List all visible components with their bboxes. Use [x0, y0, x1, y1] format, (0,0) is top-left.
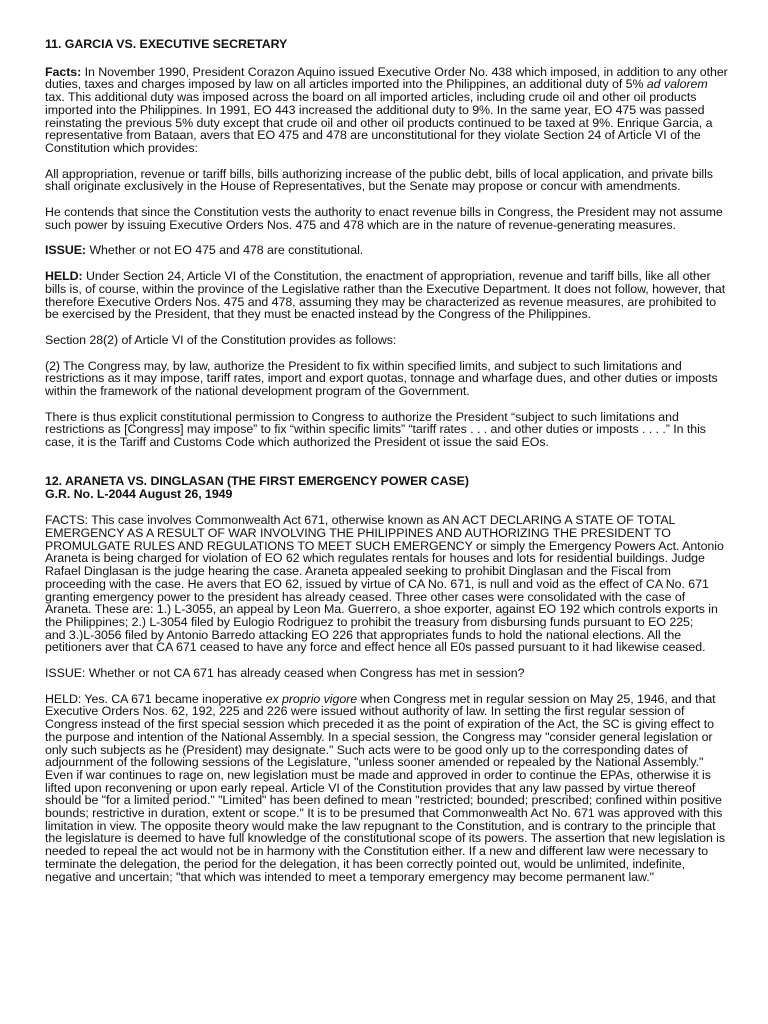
- facts-italic: ad valorem: [646, 77, 708, 92]
- case-12-held-italic: ex proprio vigore: [265, 691, 358, 706]
- case-12-facts-block: [45, 514, 729, 654]
- case-12-title-line2: G.R. No. L-2044 August 26, 1949: [45, 486, 233, 501]
- facts-label: Facts:: [45, 64, 82, 79]
- case-12-held: [45, 693, 729, 884]
- issue-text: Whether or not EO 475 and 478 are constitutional.: [86, 243, 364, 258]
- case-11-facts: [45, 66, 729, 155]
- held-text: Under Section 24, Article VI of the Constitution, the enactment of appropriation, revenue and tariff bills, like all other bills is, of course, within the province of the Legislative rather than the Executive Department. It does not follow, however, that therefore Executive Orders Nos. 475 and 478, assuming they may be characterized as revenue measures, are prohibited to be exercised by the President, that they must be enacted instead by the Congress of the Philippines.: [45, 269, 726, 322]
- case-11-issue: [45, 244, 729, 257]
- case-12-title: [45, 475, 729, 500]
- issue-label: ISSUE:: [45, 243, 87, 258]
- document-body: [45, 38, 729, 896]
- case-12-held-text-2: when Congress met in regular session on May 25, 1946, and that Executive Orders Nos. 62, 192, 225 and 226 were issued without authority of law. In setting the first regular session of Congress instead of the first special session which preceded it as the point of expiration of the Act, the SC is giving effect to the purpose and intention of the National Assembly. In a special session, the Congress may "consider general legislation or only such subjects as he (President) may designate." Such acts were to be good only up to the corresponding dates of adjournment of the following sessions of the Legislature, "unless sooner amended or repealed by the National Assembly." Even if war continues to rage on, new legislation must be made and approved in order to continue the EPAs, otherwise it is lifted upon reconvening or upon early repeal. Article VI of the Constitution provides that any law passed by virtue thereof should be "for a limited period." "Limited" has been defined to mean "restricted; bounded; prescribed; confined within positive bounds; restrictive in duration, extent or scope." It is to be presumed that Commonwealth Act No. 671 was approved with this limitation in view. The opposite theory would make the law repugnant to the Constitution, and is contrary to the principle that the legislature is deemed to have full knowledge of the constitutional scope of its powers. The assertion that new legislation is needed to repeal the act would not be in harmony with the Constitution either. If a new and different law were necessary to terminate the delegation, the period for the delegation, it has been correctly pointed out, would be unlimited, indefinite, negative and uncertain; "that which was intended to meet a temporary emergency may become permanent law.": [45, 691, 726, 884]
- held-label: HELD:: [45, 269, 83, 284]
- case-12-facts-cont: and 3.)L-3056 filed by Antonio Barredo attacking EO 226 that appropriates funds to hold the national elections. All the petitioners aver that CA 671 ceased to have any force and effect hence all E0s passed pursuant to it had likewise ceased.: [45, 627, 706, 655]
- case-11-section-intro: Section 28(2) of Article VI of the Constitution provides as follows:: [45, 332, 397, 347]
- facts-text-1: In November 1990, President Corazon Aquino issued Executive Order No. 438 which imposed, in addition to any other duties, taxes and charges imposed by law on all articles imported into the Philippines, an additional duty of 5%: [45, 64, 728, 92]
- case-11-quote-section-24: All appropriation, revenue or tariff bills, bills authorizing increase of the public debt, bills of local application, and private bills shall originate exclusively in the House of Representatives, but the Senate may propose or concur with amendments.: [45, 166, 713, 194]
- case-12-title-line1: 12. ARANETA VS. DINGLASAN (THE FIRST EMERGENCY POWER CASE): [45, 473, 469, 488]
- case-11-conclusion: There is thus explicit constitutional permission to Congress to authorize the President “subject to such limitations and restrictions as [Congress] may impose” to fix “within specific limits” “tariff rates . . . and other duties or imposts . . . .” In this case, it is the Tariff and Customs Code which authorized the President ot issue the said EOs.: [45, 409, 706, 450]
- case-11-quote-section-28: (2) The Congress may, by law, authorize the President to fix within specified limits, and subject to such limitations and restrictions as it may impose, tariff rates, import and export quotas, tonnage and wharfage dues, and other duties or imposts within the framework of the national development program of the Government.: [45, 358, 718, 399]
- case-12-held-text-1: HELD: Yes. CA 671 became inoperative: [45, 691, 266, 706]
- facts-text-2: tax. This additional duty was imposed across the board on all imported articles, including crude oil and other oil products imported into the Philippines. In 1991, EO 443 increased the additional duty to 9%. In the same year, EO 475 was passed reinstating the previous 5% duty except that crude oil and other oil products continued to be taxed at 9%. Enrique Garcia, a representative from Bataan, avers that EO 475 and 478 are unconstitutional for they violate Section 24 of Article VI of the Constitution which provides:: [45, 90, 713, 155]
- case-12-issue: ISSUE: Whether or not CA 671 has already ceased when Congress has met in session?: [45, 666, 525, 681]
- case-11-contends: He contends that since the Constitution vests the authority to enact revenue bills in Congress, the President may not assume such power by issuing Executive Orders Nos. 475 and 478 which are in the nature of revenue-generating measures.: [45, 205, 723, 232]
- case-11-title: 11. GARCIA VS. EXECUTIVE SECRETARY: [45, 37, 288, 51]
- case-12-facts: FACTS: This case involves Commonwealth Act 671, otherwise known as AN ACT DECLARING A STATE OF TOTAL EMERGENCY AS A RESULT OF WAR INVOLVING THE PHILIPPINES AND AUTHORIZING THE PRESIDENT TO PROMULGATE RULES AND REGULATIONS TO MEET SUCH EMERGENCY or simply the Emergency Powers Act. Antonio Araneta is being charged for violation of EO 62 which regulates rentals for houses and lots for residential buildings. Judge Rafael Dinglasan is the judge hearing the case. Araneta appealed seeking to prohibit Dinglasan and the Fiscal from proceeding with the case. He avers that EO 62, issued by virtue of CA No. 671, is null and void as the effect of CA No. 671 granting emergency power to the president has already ceased. Three other cases were consolidated with the case of Araneta. These are: 1.) L-3055, an appeal by Leon Ma. Guerrero, a shoe exporter, against EO 192 which controls exports in the Philippines; 2.) L-3054 filed by Eulogio Rodriguez to prohibit the treasury from disbursing funds pursuant to EO 225;: [45, 513, 724, 629]
- case-11-held: [45, 270, 729, 321]
